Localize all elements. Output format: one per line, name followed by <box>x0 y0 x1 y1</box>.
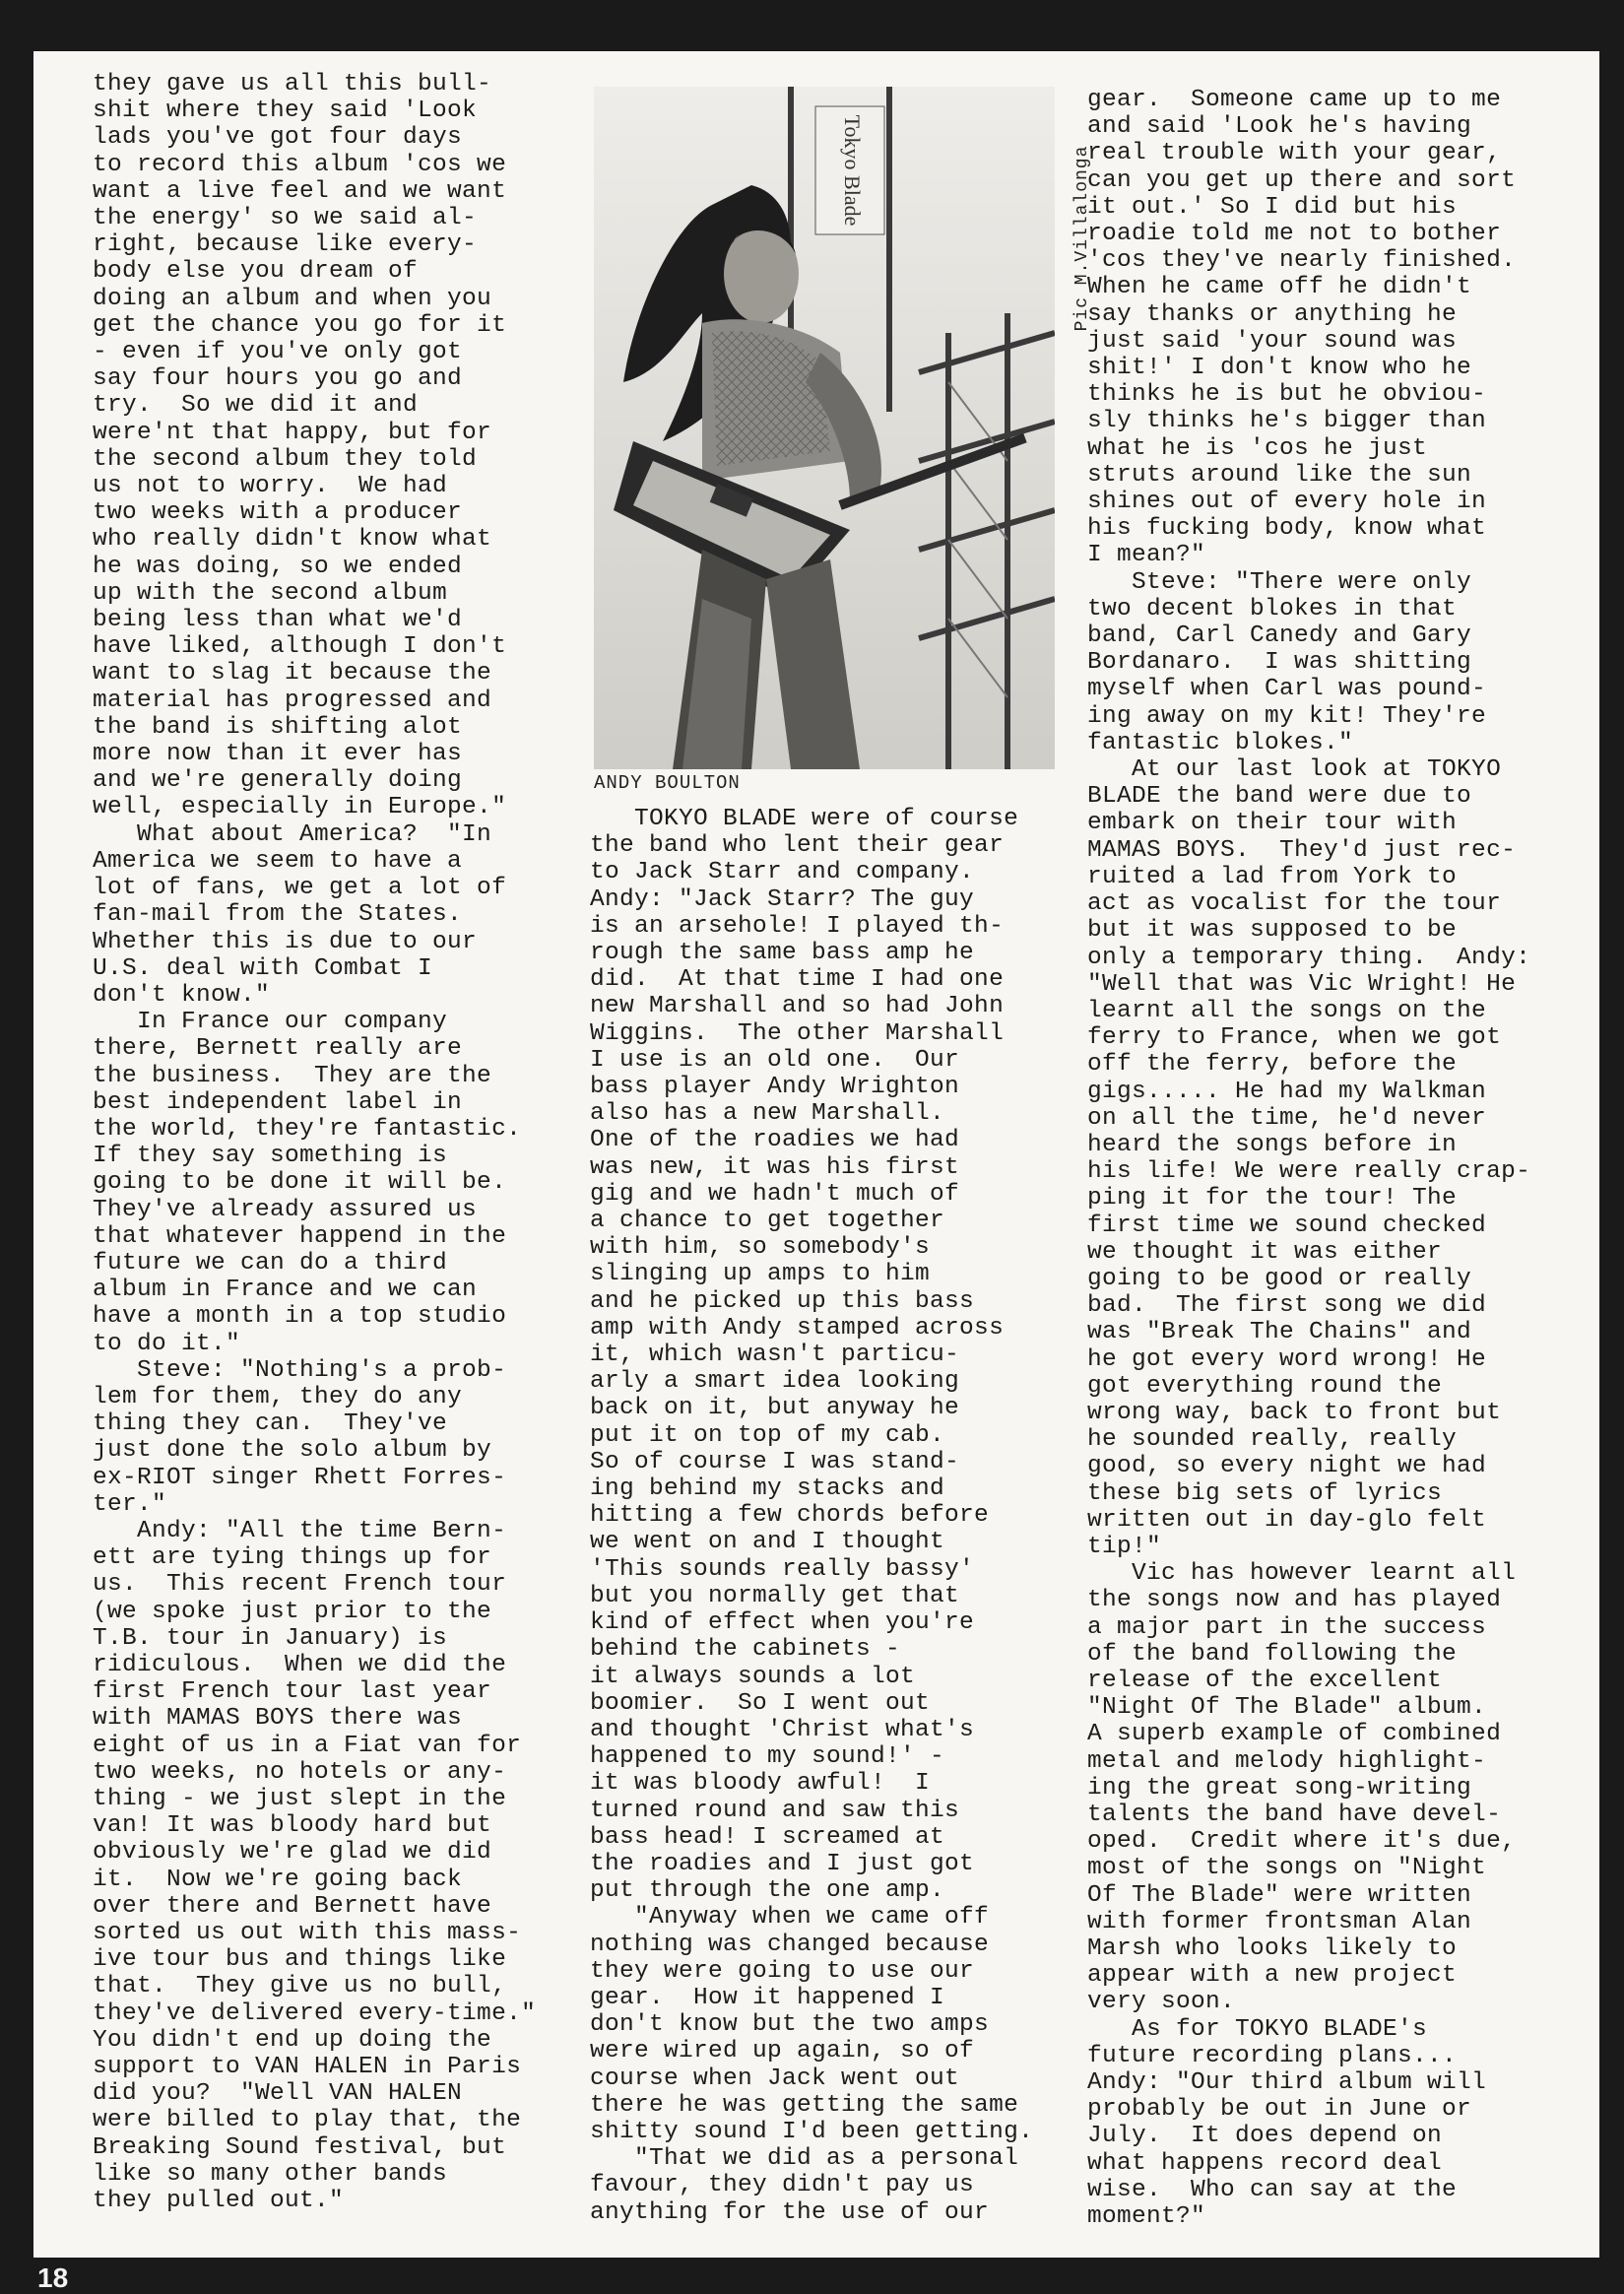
photo-credit-text: Pic M.Villalonga <box>1072 145 1092 332</box>
magazine-page <box>33 51 1599 2258</box>
guitarist-illustration <box>594 87 1055 769</box>
banner-lettering: Tokyo Blade <box>840 114 865 227</box>
text-column-right: gear. Someone came up to me and said 'Look he's having real trouble with your gear, can you get up there and sort it out.' So I did but his roadie told me not to bother 'cos they've nearly finished. When he came off he didn't say thanks or anything he just said 'your sound was shit!' I don't know who he thinks he is but he obviou- sly thinks he's bigger than what he is 'cos he just struts around like the sun shines out of every hole in his fucking body, know what I mean?" Steve: "There were only two decent blokes in that band, Carl Canedy and Gary Bordanaro. I was shitting myself when Carl was pound- ing away on my kit! They're fantastic blokes." At our last look at TOKYO BLADE the band were due to embark on their tour with MAMAS BOYS. They'd just rec- ruited a lad from York to act as vocalist for the tour but it was supposed to be only a temporary thing. Andy: "Well that was Vic Wright! He learnt all the songs on the ferry to France, when we got off the ferry, before the gigs..... He had my Walkman on all the time, he'd never heard the songs before in his life! We were really crap- ping it for the tour! The first time we sound checked we thought it was either going to be good or really bad. The first song we did was "Break The Chains" and he got every word wrong! He got everything round the wrong way, back to front but he sounded really, really good, so every night we had these big sets of lyrics written out in day-glo felt tip!" Vic has however learnt all the songs now and has played a major part in the success of the band following the release of the excellent "Night Of The Blade" album. A superb example of combined metal and melody highlight- ing the great song-writing talents the band have devel- oped. Credit where it's due, most of the songs on "Night Of The Blade" were written with former frontsman Alan Marsh who looks likely to appear with a new project very soon. As for TOKYO BLADE's future recording plans... Andy: "Our third album will probably be out in June or July. It does depend on what happens record deal wise. Who can say at the moment?" <box>1087 87 1531 2231</box>
page-number: 18 <box>37 2262 69 2293</box>
photo-caption: ANDY BOULTON <box>594 772 741 794</box>
text-column-middle: TOKYO BLADE were of course the band who lent their gear to Jack Starr and company. Andy: "Jack Starr? The guy is an arsehole! I played th- rough the same bass amp he did. At that time I had one new Marshall and so had John Wiggins. The other Marshall I use is an old one. Our bass player Andy Wrighton also has a new Marshall. One of the roadies we had was new, it was his first gig and we hadn't much of a chance to get together with him, so somebody's slinging up amps to him and he picked up this bass amp with Andy stamped across it, which wasn't particu- arly a smart idea looking back on it, but anyway he put it on top of my cab. So of course I was stand- ing behind my stacks and hitting a few chords before we went on and I thought 'This sounds really bassy' but you normally get that kind of effect when you're behind the cabinets - it always sounds a lot boomier. So I went out and thought 'Christ what's happened to my sound!' - it was bloody awful! I turned round and saw this bass head! I screamed at the roadies and I just got put through the one amp. "Anyway when we came off nothing was changed because they were going to use our gear. How it happened I don't know but the two amps were wired up again, so of course when Jack went out there he was getting the same shitty sound I'd been getting. "That we did as a personal favour, they didn't pay us anything for the use of our <box>590 806 1034 2226</box>
text-column-left: they gave us all this bull- shit where they said 'Look lads you've got four days to record this album 'cos we want a live feel and we want the energy' so we said al- right, because like every- body else you dream of doing an album and when you get the chance you go for it - even if you've only got say four hours you go and try. So we did it and were'nt that happy, but for the second album they told us not to worry. We had two weeks with a producer who really didn't know what he was doing, so we ended up with the second album being less than what we'd have liked, although I don't want to slag it because the material has progressed and the band is shifting alot more now than it ever has and we're generally doing well, especially in Europe." What about America? "In America we seem to have a lot of fans, we get a lot of fan-mail from the States. Whether this is due to our U.S. deal with Combat I don't know." In France our company there, Bernett really are the business. They are the best independent label in the world, they're fantastic. If they say something is going to be done it will be. They've already assured us that whatever happend in the future we can do a third album in France and we can have a month in a top studio to do it." Steve: "Nothing's a prob- lem for them, they do any thing they can. They've just done the solo album by ex-RIOT singer Rhett Forres- ter." Andy: "All the time Bern- ett are tying things up for us. This recent French tour (we spoke just prior to the T.B. tour in January) is ridiculous. When we did the first French tour last year with MAMAS BOYS there was eight of us in a Fiat van for two weeks, no hotels or any- thing - we just slept in the van! It was bloody hard but obviously we're glad we did it. Now we're going back over there and Bernett have sorted us out with this mass- ive tour bus and things like that. They give us no bull, they've delivered every-time." You didn't end up doing the support to VAN HALEN in Paris did you? "Well VAN HALEN were billed to play that, the Breaking Sound festival, but like so many other bands they pulled out." <box>93 71 537 2215</box>
guitarist-photo <box>594 87 1055 769</box>
